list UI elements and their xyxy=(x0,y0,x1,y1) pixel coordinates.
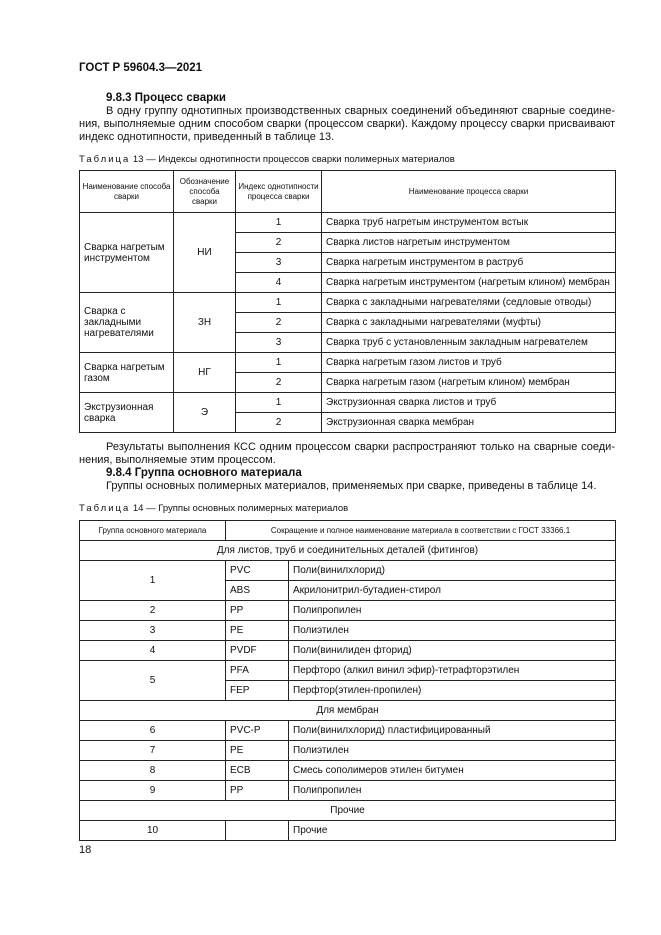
section-9-8-4-heading xyxy=(106,467,302,479)
table-14 xyxy=(79,520,616,841)
index-cell: 1 xyxy=(236,293,322,313)
group-cell: 7 xyxy=(80,741,226,761)
material-name-cell: Перфтор(этилен-пропилен) xyxy=(289,681,616,701)
table-row xyxy=(80,721,616,741)
material-name-cell: Полиэтилен xyxy=(289,741,616,761)
section-title-cell: Для мембран xyxy=(80,701,616,721)
material-name-cell: Полипропилен xyxy=(289,781,616,801)
table14-caption-text: 14 — Группы основных полимерных материалов xyxy=(132,503,349,514)
table-row xyxy=(80,661,616,681)
standard-header: ГОСТ Р 59604.3—2021 xyxy=(79,62,203,74)
process-name-cell: Сварка с закладными нагревателями (седловые отводы) xyxy=(322,293,616,313)
material-name-cell: Прочие xyxy=(289,821,616,841)
section-title-cell: Прочие xyxy=(80,801,616,821)
table-row xyxy=(80,781,616,801)
table-row xyxy=(80,601,616,621)
abbr-cell: PVC-P xyxy=(226,721,289,741)
section-row xyxy=(80,801,616,821)
material-name-cell: Поли(винилхлорид) пластифицированный xyxy=(289,721,616,741)
table14-caption-prefix: Таблица xyxy=(79,503,131,514)
group-cell: 1 xyxy=(80,561,226,601)
material-name-cell: Поли(винилхлорид) xyxy=(289,561,616,581)
code-cell: ЗН xyxy=(174,293,236,353)
method-cell: Сварка с закладными нагревателями xyxy=(80,293,174,353)
section-row xyxy=(80,541,616,561)
method-cell: Экструзионная сварка xyxy=(80,393,174,433)
abbr-cell: ECB xyxy=(226,761,289,781)
method-cell: Сварка нагретым инструментом xyxy=(80,213,174,293)
material-name-cell: Смесь сополимеров этилен битумен xyxy=(289,761,616,781)
process-name-cell: Сварка нагретым инструментом в раструб xyxy=(322,253,616,273)
abbr-cell: FEP xyxy=(226,681,289,701)
section-title: Процесс сварки xyxy=(134,92,226,104)
table13-header-row xyxy=(80,171,616,213)
group-cell: 2 xyxy=(80,601,226,621)
material-name-cell: Акрилонитрил-бутадиен-стирол xyxy=(289,581,616,601)
group-cell: 9 xyxy=(80,781,226,801)
section-number: 9.8.3 xyxy=(106,92,132,104)
table-row xyxy=(80,393,616,413)
code-cell: Э xyxy=(174,393,236,433)
index-cell: 2 xyxy=(236,373,322,393)
index-cell: 2 xyxy=(236,413,322,433)
process-name-cell: Сварка нагретым газом листов и труб xyxy=(322,353,616,373)
section-row xyxy=(80,701,616,721)
table-row xyxy=(80,213,616,233)
process-name-cell: Сварка труб нагретым инструментом встык xyxy=(322,213,616,233)
group-cell: 4 xyxy=(80,641,226,661)
abbr-cell xyxy=(226,821,289,841)
table14-header-row xyxy=(80,521,616,541)
material-name-cell: Перфторо (алкил винил эфир)-тетрафторэтилен xyxy=(289,661,616,681)
index-cell: 1 xyxy=(236,353,322,373)
group-cell: 3 xyxy=(80,621,226,641)
table-row xyxy=(80,293,616,313)
process-name-cell: Сварка нагретым инструментом (нагретым клином) мембран xyxy=(322,273,616,293)
group-cell: 8 xyxy=(80,761,226,781)
table-row xyxy=(80,761,616,781)
index-cell: 4 xyxy=(236,273,322,293)
table-row xyxy=(80,353,616,373)
group-cell: 6 xyxy=(80,721,226,741)
table14-header-cell: Группа основного материала xyxy=(80,521,226,541)
table14-header-cell: Сокращение и полное наименование материала в соответствии с ГОСТ 33366.1 xyxy=(226,521,616,541)
abbr-cell: PVDF xyxy=(226,641,289,661)
paragraph-9-8-4: Группы основных полимерных материалов, применяемых при сварке, приведены в таблице 14. xyxy=(106,480,597,492)
abbr-cell: PVC xyxy=(226,561,289,581)
process-name-cell: Сварка нагретым газом (нагретым клином) мембран xyxy=(322,373,616,393)
table-row xyxy=(80,821,616,841)
index-cell: 3 xyxy=(236,253,322,273)
material-name-cell: Полиэтилен xyxy=(289,621,616,641)
section-title: Группа основного материала xyxy=(134,467,302,479)
paragraph-9-8-3: В одну группу однотипных производственных сварных соединений объединяют сварные соедине-ния, выполняемые одним способом сварки (процессом сварки). Каждому процессу сварки присваивают индекс однотипности, приведенный в таблице 13. xyxy=(79,105,615,143)
process-name-cell: Экструзионная сварка листов и труб xyxy=(322,393,616,413)
table13-header-cell: Наименование способа сварки xyxy=(80,171,174,213)
abbr-cell: PP xyxy=(226,781,289,801)
abbr-cell: ABS xyxy=(226,581,289,601)
table-row xyxy=(80,741,616,761)
material-name-cell: Поли(винилиден фторид) xyxy=(289,641,616,661)
table-row xyxy=(80,621,616,641)
code-cell: НИ xyxy=(174,213,236,293)
method-cell: Сварка нагретым газом xyxy=(80,353,174,393)
index-cell: 2 xyxy=(236,313,322,333)
section-number: 9.8.4 xyxy=(106,467,132,479)
table-row xyxy=(80,561,616,581)
table13-caption xyxy=(79,154,455,165)
abbr-cell: PE xyxy=(226,741,289,761)
process-name-cell: Сварка труб с установленным закладным нагревателем xyxy=(322,333,616,353)
abbr-cell: PFA xyxy=(226,661,289,681)
table13-header-cell: Наименование процесса сварки xyxy=(322,171,616,213)
process-name-cell: Сварка с закладными нагревателями (муфты) xyxy=(322,313,616,333)
abbr-cell: PE xyxy=(226,621,289,641)
table13-header-cell: Индекс однотипности процесса сварки xyxy=(236,171,322,213)
material-name-cell: Полипропилен xyxy=(289,601,616,621)
process-name-cell: Экструзионная сварка мембран xyxy=(322,413,616,433)
section-9-8-3-heading xyxy=(106,92,226,104)
process-name-cell: Сварка листов нагретым инструментом xyxy=(322,233,616,253)
index-cell: 1 xyxy=(236,393,322,413)
index-cell: 1 xyxy=(236,213,322,233)
section-title-cell: Для листов, труб и соединительных деталей (фитингов) xyxy=(80,541,616,561)
page-number: 18 xyxy=(79,844,92,856)
table-row xyxy=(80,641,616,661)
index-cell: 2 xyxy=(236,233,322,253)
code-cell: НГ xyxy=(174,353,236,393)
paragraph-after-table13: Результаты выполнения КСС одним процессом сварки распространяют только на сварные соеди-нения, выполняемые этим процессом. xyxy=(79,441,615,466)
table13-caption-prefix: Таблица xyxy=(79,154,131,165)
table14-caption xyxy=(79,503,348,514)
group-cell: 10 xyxy=(80,821,226,841)
table13-header-cell: Обозначение способа сварки xyxy=(174,171,236,213)
index-cell: 3 xyxy=(236,333,322,353)
group-cell: 5 xyxy=(80,661,226,701)
table-13 xyxy=(79,170,616,433)
abbr-cell: PP xyxy=(226,601,289,621)
table13-caption-text: 13 — Индексы однотипности процессов сварки полимерных материалов xyxy=(132,154,455,165)
